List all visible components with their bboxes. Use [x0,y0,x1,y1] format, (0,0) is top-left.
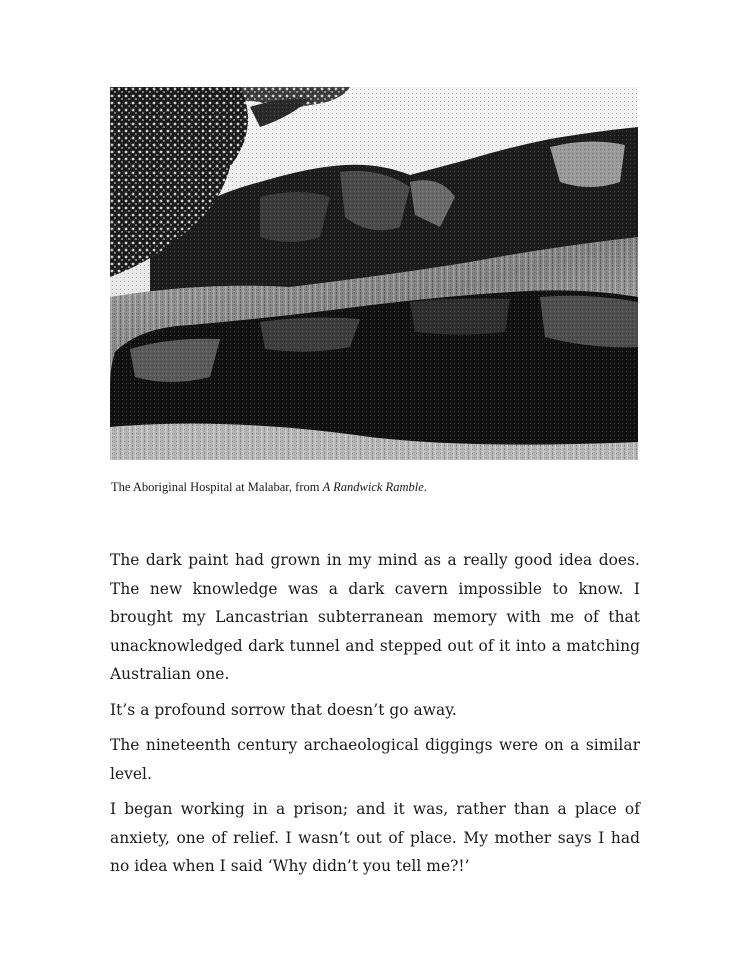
paragraph: The nineteenth century archaeological diggings were on a similar level. [110,736,640,783]
caption-source-title: A Randwick Ramble [322,480,424,494]
body-text [110,546,640,888]
figure-caption [111,480,641,495]
paragraph: The dark paint had grown in my mind as a really good idea does. The new knowledge was a dark cavern impossible to know. I brought my Lancastrian subterranean memory with me of that unacknowledged dark tunnel and stepped out of it into a matching Australian one. [110,551,640,683]
photo-illustration [110,87,638,460]
rock-shelter-photo [110,87,638,460]
paragraph: I began working in a prison; and it was, rather than a place of anxiety, one of relief. I wasn’t out of place. My mother says I had no idea when I said ‘Why didn’t you tell me?!’ [110,800,640,875]
paragraph: It’s a profound sorrow that doesn’t go away. [110,700,457,719]
caption-text: The Aboriginal Hospital at Malabar, from [111,480,323,494]
caption-end: . [423,480,427,494]
